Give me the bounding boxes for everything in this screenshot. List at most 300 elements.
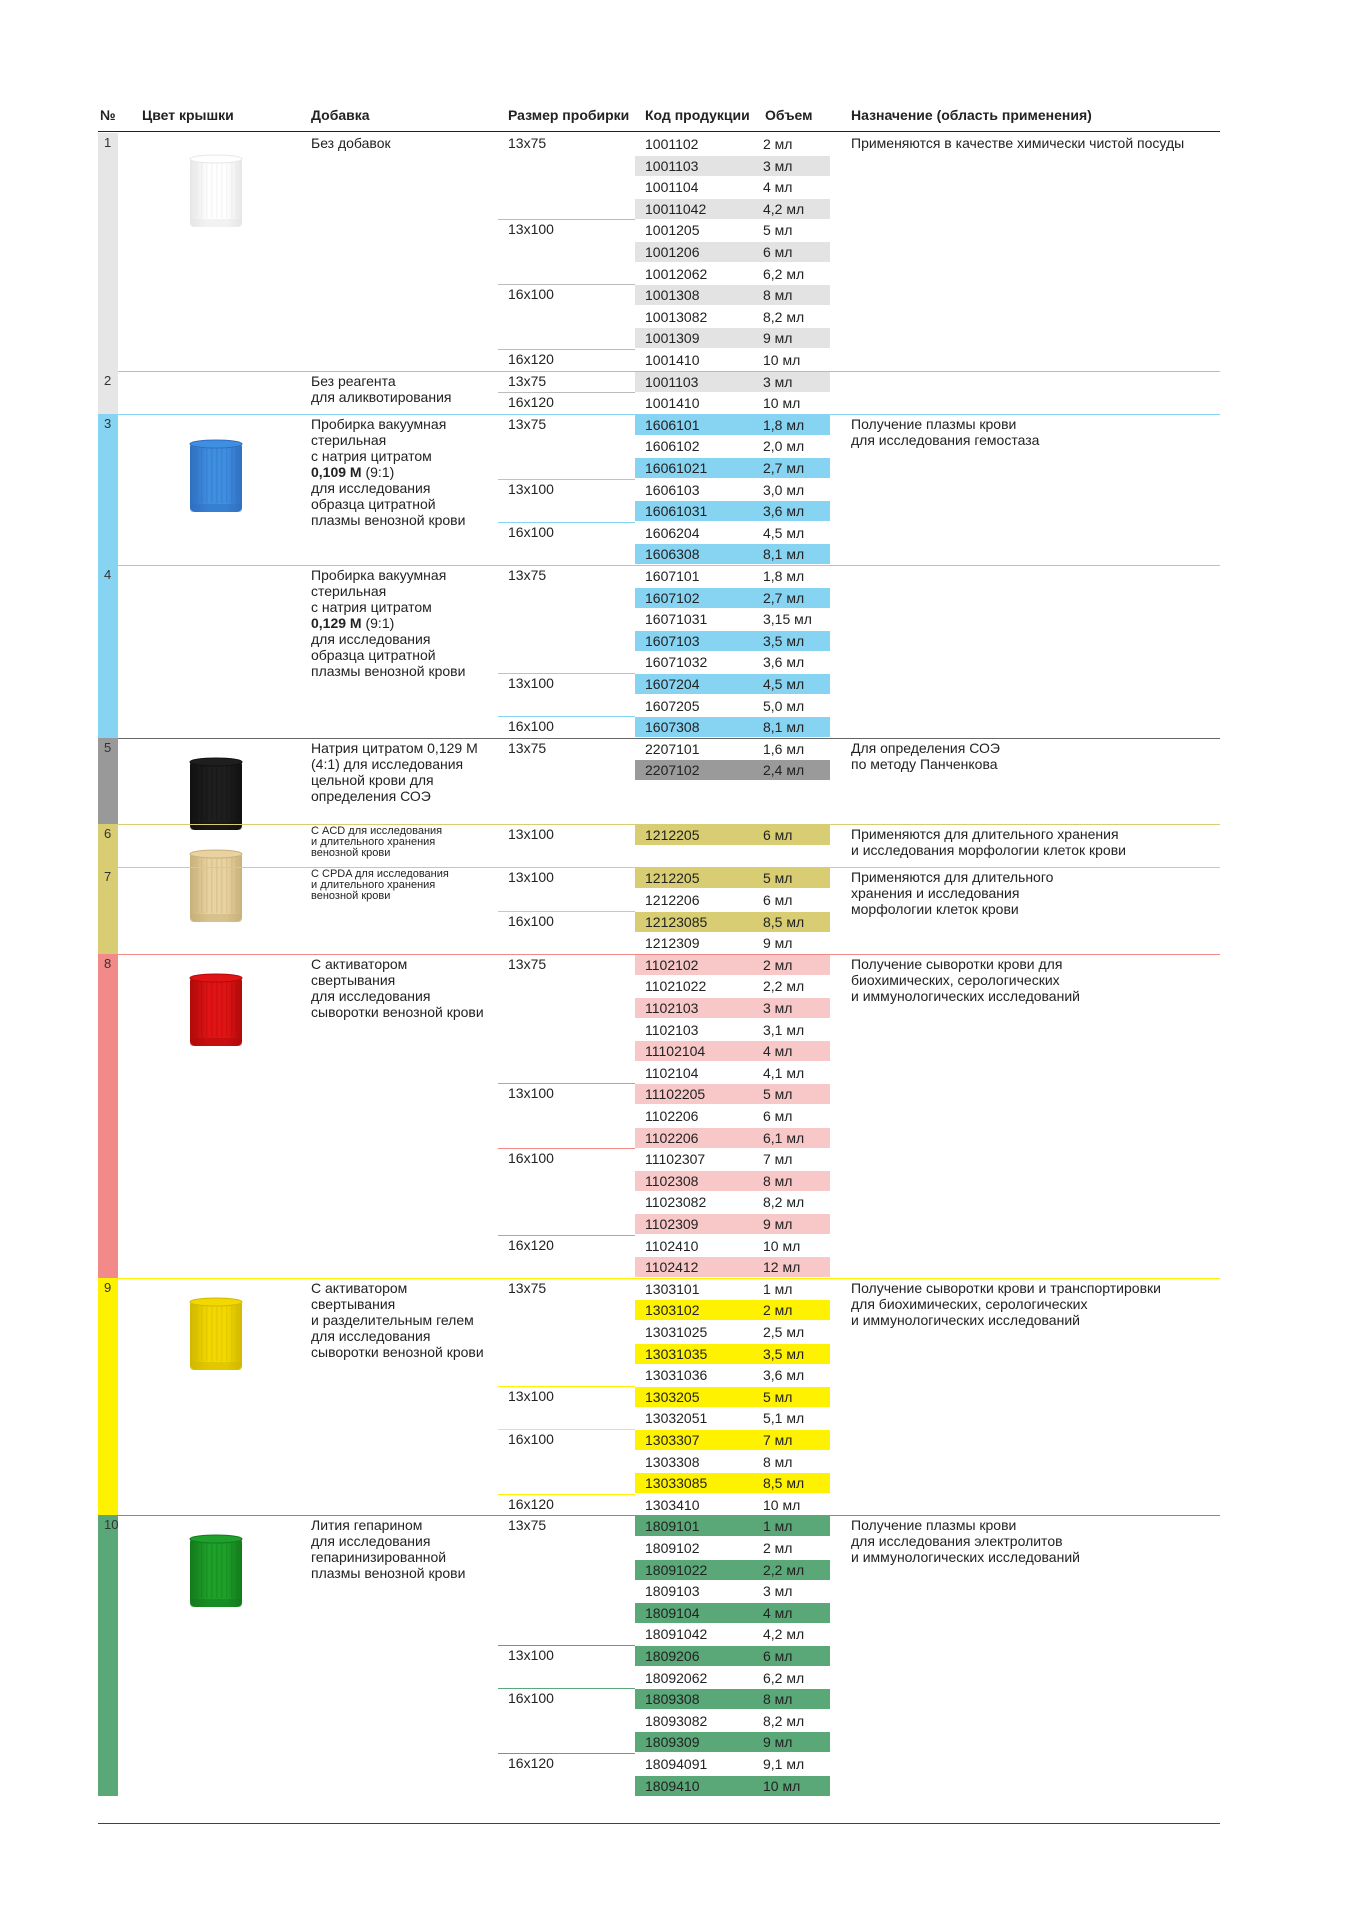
- additive-text: Натрия цитратом 0,129 М (4:1) для исследования цельной крови для определения СОЭ: [311, 739, 478, 804]
- product-code: 1303101: [645, 1280, 700, 1297]
- tube-size: 13x100: [508, 221, 554, 238]
- product-row: [635, 1171, 875, 1192]
- product-row: [635, 1128, 875, 1149]
- cap-image: [188, 153, 244, 234]
- size-rule: [498, 479, 635, 480]
- group-number: 3: [104, 415, 112, 431]
- product-row: [635, 566, 875, 587]
- volume: 6 мл: [763, 891, 793, 908]
- product-row: [635, 1603, 875, 1624]
- product-code: 1809104: [645, 1604, 700, 1621]
- product-row: [635, 134, 875, 155]
- additive-text: С активатором свертывания для исследования сыворотки венозной крови: [311, 955, 484, 1020]
- volume: 8,2 мл: [763, 1712, 805, 1729]
- size-rule: [498, 1494, 635, 1495]
- product-code: 1809103: [645, 1583, 700, 1600]
- product-row: [635, 328, 875, 349]
- group-number: 1: [104, 135, 112, 150]
- volume: 3,6 мл: [763, 1367, 805, 1384]
- header-code: Код продукции: [645, 107, 750, 123]
- tube-size: 16x100: [508, 1690, 554, 1707]
- product-row: [635, 1711, 875, 1732]
- volume: 2 мл: [763, 1539, 793, 1556]
- product-code: 1102410: [645, 1237, 699, 1254]
- product-row: [635, 825, 875, 846]
- additive-text: Пробирка вакуумная стерильная с натрия цитратом 0,129 М (9:1) для исследования образца цитратной плазмы венозной крови: [311, 567, 466, 679]
- purpose-text: Получение плазмы крови для исследования электролитов и иммунологических исследований: [851, 1517, 1080, 1566]
- product-code: 1607103: [645, 632, 700, 649]
- volume: 2,2 мл: [763, 1561, 805, 1578]
- product-code: 1001103: [645, 373, 699, 390]
- header-rule: [98, 131, 1220, 132]
- product-row: [635, 156, 875, 177]
- product-code: 1001102: [645, 136, 699, 152]
- product-code: 1102206: [645, 1129, 699, 1146]
- product-row: [635, 1581, 875, 1602]
- volume: 12 мл: [763, 1259, 801, 1276]
- group-color-bar: [98, 414, 118, 565]
- volume: 6 мл: [763, 1107, 793, 1124]
- product-code: 1809309: [645, 1734, 700, 1751]
- tube-size: 16x100: [508, 523, 554, 540]
- volume: 3,5 мл: [763, 632, 805, 649]
- size-rule: [498, 673, 635, 674]
- size-rule: [498, 1753, 635, 1754]
- table-bottom-rule: [98, 1823, 1220, 1824]
- product-code: 11023082: [645, 1194, 707, 1211]
- volume: 2,7 мл: [763, 459, 805, 476]
- tube-size: 16x120: [508, 1754, 554, 1771]
- tube-size: 16x120: [508, 1495, 554, 1512]
- tube-size: 13x75: [508, 415, 547, 432]
- product-code: 1001309: [645, 330, 700, 347]
- volume: 5 мл: [763, 1388, 793, 1405]
- product-code: 1001104: [645, 179, 699, 196]
- volume: 8,2 мл: [763, 1194, 805, 1211]
- size-rule: [498, 392, 635, 393]
- volume: 1 мл: [763, 1280, 793, 1297]
- purpose-text: Применяются для длительного хранения и исследования морфологии клеток крови: [851, 869, 1054, 918]
- product-row: [635, 372, 875, 393]
- size-rule: [498, 219, 635, 220]
- product-row: [635, 1300, 875, 1321]
- size-rule: [498, 1688, 635, 1689]
- product-row: [635, 199, 875, 220]
- tube-size: 13x75: [508, 739, 547, 756]
- product-code: 18093082: [645, 1712, 708, 1729]
- volume: 10 мл: [763, 1237, 801, 1254]
- volume: 3 мл: [763, 999, 793, 1016]
- product-code: 1606103: [645, 481, 700, 498]
- tube-size: 16x100: [508, 286, 554, 303]
- group-number: 5: [104, 739, 112, 755]
- product-row: [635, 501, 875, 522]
- volume: 2 мл: [763, 1302, 793, 1319]
- product-code: 1102102: [645, 956, 699, 973]
- product-row: [635, 1063, 875, 1084]
- purpose-text: Получение сыворотки крови и транспортировки для биохимических, серологических и иммунологических исследований: [851, 1279, 1161, 1328]
- product-row: [635, 1365, 875, 1386]
- volume: 5,0 мл: [763, 697, 805, 714]
- product-code: 13031035: [645, 1345, 708, 1362]
- volume: 1 мл: [763, 1518, 793, 1535]
- product-row: [635, 1192, 875, 1213]
- product-code: 1303410: [645, 1496, 700, 1513]
- product-code: 1001410: [645, 352, 700, 368]
- product-code: 1001308: [645, 287, 700, 304]
- product-code: 1102206: [645, 1107, 699, 1124]
- tube-size: 13x100: [508, 1646, 554, 1663]
- product-row: [635, 652, 875, 673]
- volume: 8,5 мл: [763, 913, 805, 930]
- product-code: 13031036: [645, 1367, 708, 1384]
- product-row: [635, 1624, 875, 1645]
- product-code: 1303307: [645, 1431, 700, 1448]
- group-color-bar: [98, 954, 118, 1278]
- product-code: 18094091: [645, 1755, 708, 1772]
- product-code: 10012062: [645, 265, 708, 282]
- volume: 4,2 мл: [763, 1626, 805, 1643]
- product-code: 2207101: [645, 740, 700, 757]
- product-row: [635, 609, 875, 630]
- product-row: [635, 890, 875, 911]
- group-number: 4: [104, 567, 112, 582]
- volume: 5 мл: [763, 1086, 793, 1103]
- product-code: 18092062: [645, 1669, 708, 1686]
- product-code: 1212309: [645, 935, 700, 952]
- volume: 8 мл: [763, 287, 793, 304]
- product-row: [635, 1236, 875, 1257]
- product-row: [635, 1279, 875, 1300]
- cap-image: [188, 972, 244, 1053]
- product-row: [635, 588, 875, 609]
- volume: 9 мл: [763, 330, 793, 347]
- additive-text: Лития гепарином для исследования гепаринизированной плазмы венозной крови: [311, 1517, 466, 1582]
- product-code: 1303102: [645, 1302, 700, 1319]
- tube-size: 13x100: [508, 1387, 554, 1404]
- volume: 8,5 мл: [763, 1475, 805, 1492]
- product-code: 1102309: [645, 1215, 699, 1232]
- volume: 4,1 мл: [763, 1064, 805, 1081]
- product-code: 10013082: [645, 308, 708, 325]
- product-row: [635, 1646, 875, 1667]
- tube-size: 13x100: [508, 480, 554, 497]
- size-rule: [498, 284, 635, 285]
- volume: 6,2 мл: [763, 265, 805, 282]
- tube-size: 13x75: [508, 955, 547, 972]
- volume: 7 мл: [763, 1431, 793, 1448]
- product-code: 1607102: [645, 589, 700, 606]
- group-3: [98, 414, 1220, 565]
- product-code: 10011042: [645, 200, 707, 217]
- volume: 9 мл: [763, 935, 793, 952]
- tube-size: 16x120: [508, 394, 554, 411]
- product-row: [635, 480, 875, 501]
- product-code: 18091022: [645, 1561, 708, 1578]
- product-code: 11102104: [645, 1043, 706, 1060]
- product-code: 1607204: [645, 676, 700, 692]
- product-code: 1809101: [645, 1518, 700, 1535]
- product-row: [635, 523, 875, 544]
- product-row: [635, 220, 875, 241]
- product-code: 1102412: [645, 1259, 699, 1276]
- tube-size: 13x75: [508, 1517, 547, 1534]
- product-code: 1606308: [645, 546, 700, 563]
- volume: 6 мл: [763, 1647, 793, 1664]
- additive-text: С ACD для исследования и длительного хранения венозной крови: [311, 825, 443, 860]
- product-code: 11102307: [645, 1151, 706, 1168]
- group-7: [98, 867, 1220, 953]
- volume: 8 мл: [763, 1453, 793, 1470]
- product-code: 16061021: [645, 459, 708, 476]
- tube-size: 16x100: [508, 1430, 554, 1447]
- product-code: 1001103: [645, 157, 699, 174]
- group-number: 2: [104, 372, 112, 388]
- product-code: 1212206: [645, 891, 700, 908]
- product-row: [635, 393, 875, 414]
- product-row: [635, 674, 875, 695]
- tube-size: 16x100: [508, 718, 554, 735]
- group-4: [98, 565, 1220, 738]
- header-volume: Объем: [765, 107, 813, 123]
- product-row: [635, 933, 875, 954]
- product-code: 16071031: [645, 611, 708, 628]
- product-row: [635, 760, 875, 781]
- product-code: 18091042: [645, 1626, 708, 1643]
- product-row: [635, 739, 875, 760]
- product-code: 1809102: [645, 1539, 700, 1556]
- product-code: 1001206: [645, 244, 700, 260]
- product-row: [635, 955, 875, 976]
- product-row: [635, 436, 875, 457]
- product-row: [635, 717, 875, 738]
- cap-image: [188, 438, 244, 519]
- volume: 9 мл: [763, 1215, 793, 1232]
- header-additive: Добавка: [311, 107, 370, 123]
- volume: 6,2 мл: [763, 1669, 805, 1686]
- volume: 2,0 мл: [763, 438, 805, 455]
- volume: 3,1 мл: [763, 1021, 805, 1038]
- purpose-text: Для определения СОЭ по методу Панченкова: [851, 739, 1000, 772]
- product-code: 1607205: [645, 697, 700, 714]
- product-row: [635, 1754, 875, 1775]
- tube-size: 13x100: [508, 675, 554, 691]
- purpose-text: Получение сыворотки крови для биохимических, серологических и иммунологических исследований: [851, 955, 1080, 1004]
- group-10: [98, 1515, 1220, 1796]
- product-code: 1001410: [645, 395, 700, 412]
- volume: 5 мл: [763, 222, 793, 239]
- product-row: [635, 285, 875, 306]
- product-row: [635, 1776, 875, 1797]
- product-row: [635, 544, 875, 565]
- volume: 2,5 мл: [763, 1323, 805, 1340]
- volume: 10 мл: [763, 1496, 801, 1513]
- product-code: 13032051: [645, 1410, 708, 1427]
- volume: 3,6 мл: [763, 503, 805, 520]
- group-number: 8: [104, 955, 112, 971]
- volume: 6 мл: [763, 827, 793, 844]
- additive-text: Без реагента для аликвотирования: [311, 372, 452, 405]
- tube-size: 13x100: [508, 826, 554, 843]
- cap-image: [188, 1296, 244, 1377]
- product-row: [635, 242, 875, 263]
- product-code: 13031025: [645, 1323, 708, 1340]
- volume: 5,1 мл: [763, 1410, 805, 1427]
- tube-size: 13x75: [508, 1279, 547, 1296]
- product-code: 1809308: [645, 1691, 700, 1708]
- group-color-bar: [98, 565, 118, 738]
- size-rule: [498, 1083, 635, 1084]
- product-code: 1606102: [645, 438, 700, 455]
- product-row: [635, 1106, 875, 1127]
- size-rule: [498, 1386, 635, 1387]
- tube-size: 16x100: [508, 1150, 554, 1167]
- product-code: 13033085: [645, 1475, 708, 1492]
- product-code: 1607308: [645, 719, 700, 736]
- group-color-bar: [98, 133, 118, 371]
- product-row: [635, 1084, 875, 1105]
- tube-size: 16x120: [508, 1236, 554, 1253]
- product-row: [635, 1430, 875, 1451]
- size-rule: [498, 716, 635, 717]
- volume: 4 мл: [763, 1604, 793, 1621]
- volume: 6,1 мл: [763, 1129, 805, 1146]
- group-color-bar: [98, 1515, 118, 1796]
- volume: 6 мл: [763, 244, 793, 260]
- size-rule: [498, 1235, 635, 1236]
- product-row: [635, 1473, 875, 1494]
- group-number: 9: [104, 1279, 112, 1295]
- size-rule: [498, 349, 635, 350]
- product-code: 1607101: [645, 568, 700, 584]
- product-row: [635, 264, 875, 285]
- product-row: [635, 976, 875, 997]
- size-rule: [498, 522, 635, 523]
- product-row: [635, 1020, 875, 1041]
- product-row: [635, 1214, 875, 1235]
- product-row: [635, 998, 875, 1019]
- product-row: [635, 350, 875, 371]
- size-rule: [498, 1429, 635, 1430]
- tube-size: 13x75: [508, 135, 547, 151]
- product-row: [635, 868, 875, 889]
- group-color-bar: [98, 1278, 118, 1516]
- product-code: 1102103: [645, 1021, 699, 1038]
- size-rule: [498, 1148, 635, 1149]
- product-code: 1606204: [645, 524, 700, 541]
- volume: 10 мл: [763, 395, 801, 412]
- volume: 2 мл: [763, 136, 793, 152]
- volume: 1,8 мл: [763, 416, 805, 433]
- product-code: 11102205: [645, 1086, 706, 1103]
- tube-size: 13x100: [508, 869, 554, 886]
- header-size: Размер пробирки: [508, 107, 630, 123]
- volume: 8,1 мл: [763, 546, 805, 563]
- volume: 7 мл: [763, 1151, 793, 1168]
- tube-size: 16x100: [508, 912, 554, 929]
- group-9: [98, 1278, 1220, 1516]
- product-code: 1212205: [645, 827, 700, 844]
- product-code: 1102308: [645, 1172, 699, 1189]
- product-row: [635, 1516, 875, 1537]
- volume: 2,7 мл: [763, 589, 805, 606]
- tube-size: 13x100: [508, 1085, 554, 1102]
- group-5: [98, 738, 1220, 824]
- group-2: [98, 371, 1220, 414]
- product-row: [635, 696, 875, 717]
- product-row: [635, 1408, 875, 1429]
- product-code: 12123085: [645, 913, 708, 930]
- product-code: 1001205: [645, 222, 700, 239]
- product-row: [635, 1041, 875, 1062]
- volume: 2,4 мл: [763, 762, 805, 779]
- cap-image: [188, 1533, 244, 1614]
- product-row: [635, 1149, 875, 1170]
- volume: 3,0 мл: [763, 481, 805, 498]
- volume: 1,6 мл: [763, 740, 805, 757]
- product-row: [635, 1689, 875, 1710]
- header-cap-color: Цвет крышки: [142, 107, 234, 123]
- tube-size: 13x75: [508, 567, 547, 583]
- product-row: [635, 1387, 875, 1408]
- purpose-text: Применяются в качестве химически чистой посуды: [851, 135, 1185, 151]
- tube-size: 13x75: [508, 372, 547, 389]
- volume: 8 мл: [763, 1691, 793, 1708]
- volume: 4,5 мл: [763, 524, 805, 541]
- group-number: 6: [104, 826, 112, 842]
- volume: 10 мл: [763, 1777, 801, 1794]
- group-1: [98, 133, 1220, 371]
- product-code: 1303205: [645, 1388, 700, 1405]
- product-code: 11021022: [645, 978, 707, 995]
- product-code: 1809410: [645, 1777, 700, 1794]
- group-8: [98, 954, 1220, 1278]
- additive-text: С CPDA для исследования и длительного хранения венозной крови: [311, 868, 449, 903]
- tube-size: 16x120: [508, 351, 554, 367]
- product-row: [635, 912, 875, 933]
- purpose-text: Применяются для длительного хранения и исследования морфологии клеток крови: [851, 826, 1126, 859]
- volume: 3 мл: [763, 1583, 793, 1600]
- product-code: 1303308: [645, 1453, 700, 1470]
- group-6: [98, 824, 1220, 867]
- additive-text: Без добавок: [311, 135, 391, 151]
- product-row: [635, 1495, 875, 1516]
- product-row: [635, 307, 875, 328]
- header-num: №: [100, 107, 116, 123]
- volume: 2,2 мл: [763, 978, 805, 995]
- product-row: [635, 177, 875, 198]
- product-row: [635, 1732, 875, 1753]
- volume: 3 мл: [763, 157, 793, 174]
- volume: 9 мл: [763, 1734, 793, 1751]
- product-row: [635, 1560, 875, 1581]
- product-code: 1212205: [645, 870, 700, 887]
- group-number: 7: [104, 869, 112, 885]
- volume: 4,2 мл: [763, 200, 805, 217]
- product-row: [635, 458, 875, 479]
- product-row: [635, 631, 875, 652]
- product-row: [635, 1344, 875, 1365]
- volume: 4 мл: [763, 1043, 793, 1060]
- volume: 9,1 мл: [763, 1755, 805, 1772]
- product-row: [635, 415, 875, 436]
- product-code: 1102103: [645, 999, 699, 1016]
- volume: 3,15 мл: [763, 611, 812, 628]
- product-row: [635, 1452, 875, 1473]
- volume: 4 мл: [763, 179, 793, 196]
- product-row: [635, 1257, 875, 1278]
- product-code: 16061031: [645, 503, 708, 520]
